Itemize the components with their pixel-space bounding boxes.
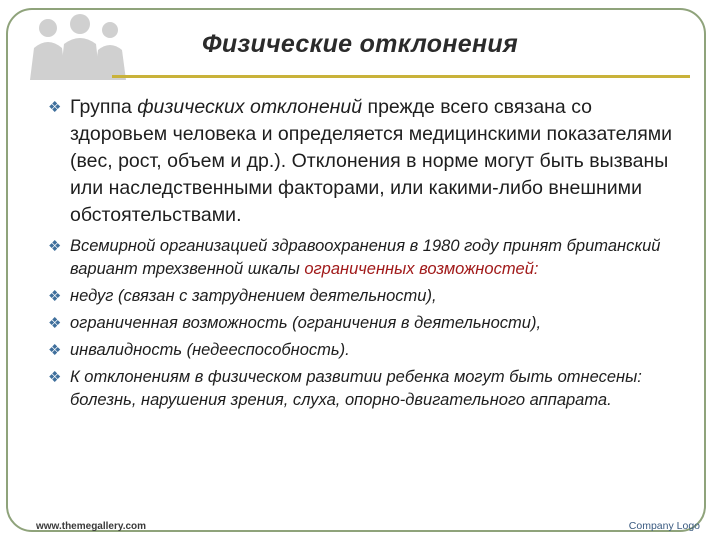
bullet-1-before: Группа — [70, 96, 138, 118]
title-underline — [112, 75, 690, 78]
bullet-4-text: ограниченная возможность (ограничения в деятельности), — [70, 314, 542, 332]
bullet-item-3 — [48, 285, 688, 308]
bullet-2-text: Всемирной организацией здравоохранения в 1980 году принят британский вариант трехзвенной шкалы — [70, 237, 661, 278]
diamond-bullet-icon: ❖ — [48, 238, 62, 255]
diamond-bullet-icon: ❖ — [48, 99, 62, 116]
bullet-item-6 — [48, 366, 688, 412]
bullet-item-4 — [48, 312, 688, 335]
bullet-1-after: прежде всего связана со здоровьем человека и определяется медицинскими показателями (вес, рост, объем и др.). Отклонения в норме могут быть вызваны или наследственными факторами, или какими-либо внешними обстоятельствами. — [70, 96, 673, 226]
footer-company-logo: Company Logo — [628, 520, 700, 532]
diamond-bullet-icon: ❖ — [48, 369, 62, 386]
bullet-item-5 — [48, 339, 688, 362]
diamond-bullet-icon: ❖ — [48, 342, 62, 359]
diamond-bullet-icon: ❖ — [48, 288, 62, 305]
bullet-2-highlight: ограниченных возможностей: — [304, 260, 539, 278]
diamond-bullet-icon: ❖ — [48, 315, 62, 332]
bullet-item-1 — [48, 94, 688, 229]
bullet-6-text: К отклонениям в физическом развитии ребенка могут быть отнесены: болезнь, нарушения зрения, слуха, опорно-двигательного аппарата. — [70, 368, 642, 409]
bullet-item-2 — [48, 235, 688, 281]
footer-website: www.themegallery.com — [36, 521, 147, 532]
slide-title: Физические отклонения — [202, 30, 518, 58]
bullet-3-text: недуг (связан с затруднением деятельности), — [70, 287, 437, 305]
bullet-1-italic: физических отклонений — [137, 96, 363, 118]
bullet-5-text: инвалидность (недееспособность). — [70, 341, 350, 359]
bullet-list — [48, 94, 688, 416]
